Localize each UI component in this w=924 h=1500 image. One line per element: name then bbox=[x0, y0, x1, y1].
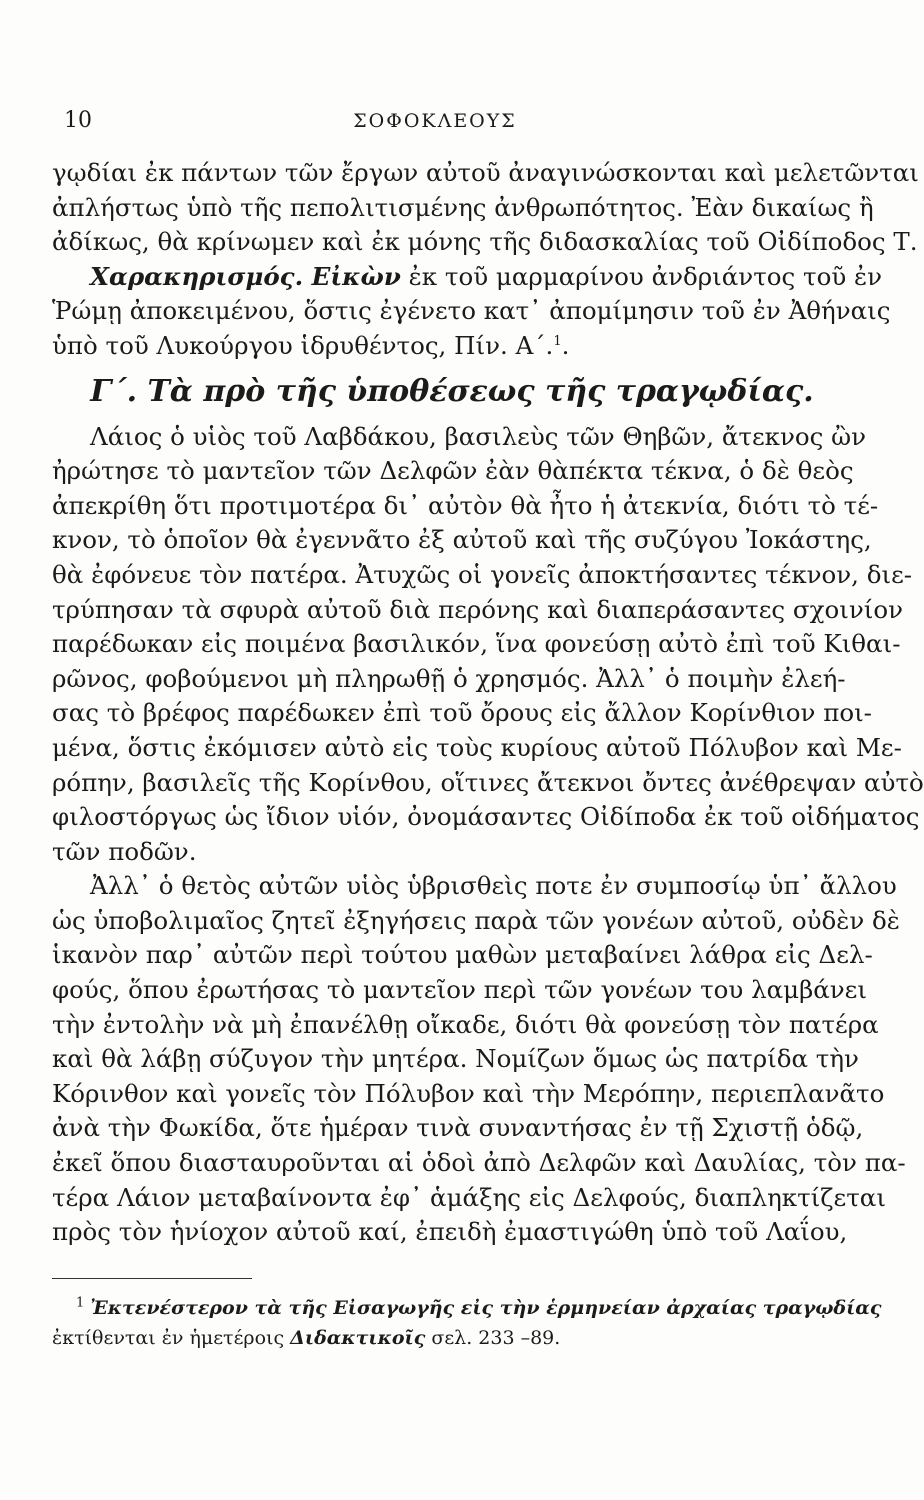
text-line: παρέδωκαν εἰς ποιμένα βασιλικόν, ἵνα φονεύσῃ αὐτὸ ἐπὶ τοῦ Κιθαι- bbox=[52, 629, 901, 659]
text-line: τρύπησαν τὰ σφυρὰ αὐτοῦ διὰ περόνης καὶ διαπεράσαντες σχοινίον bbox=[52, 594, 904, 624]
footnotes bbox=[52, 1293, 882, 1353]
text-line: τέρα Λάιον μεταβαίνοντα ἐφ᾽ ἁμάξης εἰς Δελφούς, διαπληκτίζεται bbox=[52, 1182, 886, 1212]
footnote-line bbox=[52, 1323, 822, 1353]
footnote-text: Διδακτικοῖς bbox=[290, 1327, 426, 1349]
characterization-text: ἐκ τοῦ μαρμαρίνου ἀνδριάντος τοῦ ἐν bbox=[400, 261, 883, 291]
text-span: ὑπὸ τοῦ Λυκούργου ἱδρυθέντος, Πίν. Α΄. bbox=[52, 330, 554, 360]
section-heading: Γ΄. Τὰ πρὸ τῆς ὑποθέσεως τῆς τραγῳδίας. bbox=[90, 373, 814, 409]
footnote-divider bbox=[52, 1278, 252, 1279]
text-line: ἠρώτησε τὸ μαντεῖον τῶν Δελφῶν ἐὰν θὰπέκτα τέκνα, ὁ δὲ θεὸς bbox=[52, 456, 854, 486]
text-line: κνον, τὸ ὁποῖον θὰ ἐγεννᾶτο ἐξ αὐτοῦ καὶ τῆς συζύγου Ἰοκάστης, bbox=[52, 525, 872, 555]
text-line: τῶν ποδῶν. bbox=[52, 836, 197, 866]
text-line: φιλοστόργως ὡς ἴδιον υἱόν, ὀνομάσαντες Οἰδίποδα ἐκ τοῦ οἰδήματος bbox=[52, 802, 920, 832]
text-line: ἀδίκως, θὰ κρίνωμεν καὶ ἐκ μόνης τῆς διδασκαλίας τοῦ Οἰδίποδος Τ. bbox=[52, 227, 918, 257]
text-line: θὰ ἐφόνευε τὸν πατέρα. Ἀτυχῶς οἱ γονεῖς ἀποκτήσαντες τέκνον, διε- bbox=[52, 559, 913, 589]
footnote-text: σελ. 233 –89. bbox=[431, 1327, 561, 1349]
page-header bbox=[64, 108, 806, 138]
text-line: ἀπεκρίθη ὅτι προτιμοτέρα δι᾽ αὐτὸν θὰ ἦτο ἡ ἀτεκνία, διότι τὸ τέ- bbox=[52, 490, 879, 520]
text-line: ρῶνος, φοβούμενοι μὴ πληρωθῇ ὁ χρησμός. Ἀλλ᾽ ὁ ποιμὴν ἐλεή- bbox=[52, 663, 846, 693]
text-line: ρόπην, βασιλεῖς τῆς Κορίνθου, οἵτινες ἄτεκνοι ὄντες ἀνέθρεψαν αὐτὸ bbox=[52, 767, 924, 797]
text-line: καὶ θὰ λάβῃ σύζυγον τὴν μητέρα. Νομίζων ὅμως ὡς πατρίδα τὴν bbox=[52, 1044, 859, 1074]
text-span: . bbox=[561, 330, 570, 360]
characterization-line bbox=[52, 260, 883, 295]
text-line: ἐκεῖ ὅπου διασταυροῦνται αἱ ὁδοὶ ἀπὸ Δελφῶν καὶ Δαυλίας, τὸν πα- bbox=[52, 1148, 906, 1178]
text-line: Ἀλλ᾽ ὁ θετὸς αὐτῶν υἱὸς ὑβρισθεὶς ποτε ἐν συμποσίῳ ὑπ᾽ ἄλλου bbox=[90, 871, 897, 901]
text-line: τὴν ἐντολὴν νὰ μὴ ἐπανέλθῃ οἴκαδε, διότι θὰ φονεύσῃ τὸν πατέρα bbox=[52, 1009, 879, 1039]
text-line: Ῥώμῃ ἀποκειμένου, ὅστις ἐγένετο κατ᾽ ἀπομίμησιν τοῦ ἐν Ἀθήναις bbox=[52, 296, 891, 326]
body-text bbox=[52, 156, 924, 1250]
text-line: πρὸς τὸν ἡνίοχον αὐτοῦ καί, ἐπειδὴ ἐμαστιγώθη ὑπὸ τοῦ Λαΐου, bbox=[52, 1217, 848, 1247]
footnote-ref: 1 bbox=[553, 333, 562, 349]
text-line: ἱκανὸν παρ᾽ αὐτῶν περὶ τούτου μαθὼν μεταβαίνει λάθρα εἰς Δελ- bbox=[52, 940, 873, 970]
text-line: σας τὸ βρέφος παρέδωκεν ἐπὶ τοῦ ὄρους εἰς ἄλλον Κορίνθιον ποι- bbox=[52, 698, 872, 728]
footnote-text: ἐκτίθενται ἐν ἡμετέροις bbox=[52, 1327, 285, 1349]
characterization-label: Χαρακηρισμός. Εἰκὼν bbox=[90, 261, 401, 291]
text-line: ἀνὰ τὴν Φωκίδα, ὅτε ἡμέραν τινὰ συναντήσας ἐν τῇ Σχιστῇ ὁδῷ, bbox=[52, 1113, 864, 1143]
text-line: ἀπλήστως ὑπὸ τῆς πεπολιτισμένης ἀνθρωπότητος. Ἐὰν δικαίως ἢ bbox=[52, 192, 874, 222]
text-line: Κόρινθον καὶ γονεῖς τὸν Πόλυβον καὶ τὴν Μερόπην, περιεπλανᾶτο bbox=[52, 1078, 885, 1108]
footnote-text: Ἐκτενέστερον τὰ τῆς Εἰσαγωγῆς εἰς τὴν ἑρμηνείαν ἀρχαίας τραγῳδίας bbox=[90, 1297, 882, 1319]
text-line: φούς, ὅπου ἐρωτήσας τὸ μαντεῖον περὶ τῶν γονέων του λαμβάνει bbox=[52, 975, 867, 1005]
running-head: ΣΟΦΟΚΛΕΟΥΣ bbox=[353, 110, 517, 132]
footnote-mark: 1 bbox=[76, 1295, 85, 1311]
text-line: μένα, ὅστις ἐκόμισεν αὐτὸ εἰς τοὺς κυρίους αὐτοῦ Πόλυβον καὶ Με- bbox=[52, 732, 902, 762]
text-line: γῳδίαι ἐκ πάντων τῶν ἔργων αὐτοῦ ἀναγινώσκονται καὶ μελετῶνται bbox=[52, 158, 919, 187]
text-line: ὡς ὑποβολιμαῖος ζητεῖ ἐξηγήσεις παρὰ τῶν γονέων αὐτοῦ, οὐδὲν δὲ bbox=[52, 905, 900, 935]
page-number: 10 bbox=[64, 108, 92, 133]
text-line: Λάιος ὁ υἱὸς τοῦ Λαβδάκου, βασιλεὺς τῶν Θηβῶν, ἄτεκνος ὢν bbox=[90, 421, 866, 451]
text-line bbox=[52, 329, 822, 364]
footnote-line bbox=[52, 1293, 882, 1323]
